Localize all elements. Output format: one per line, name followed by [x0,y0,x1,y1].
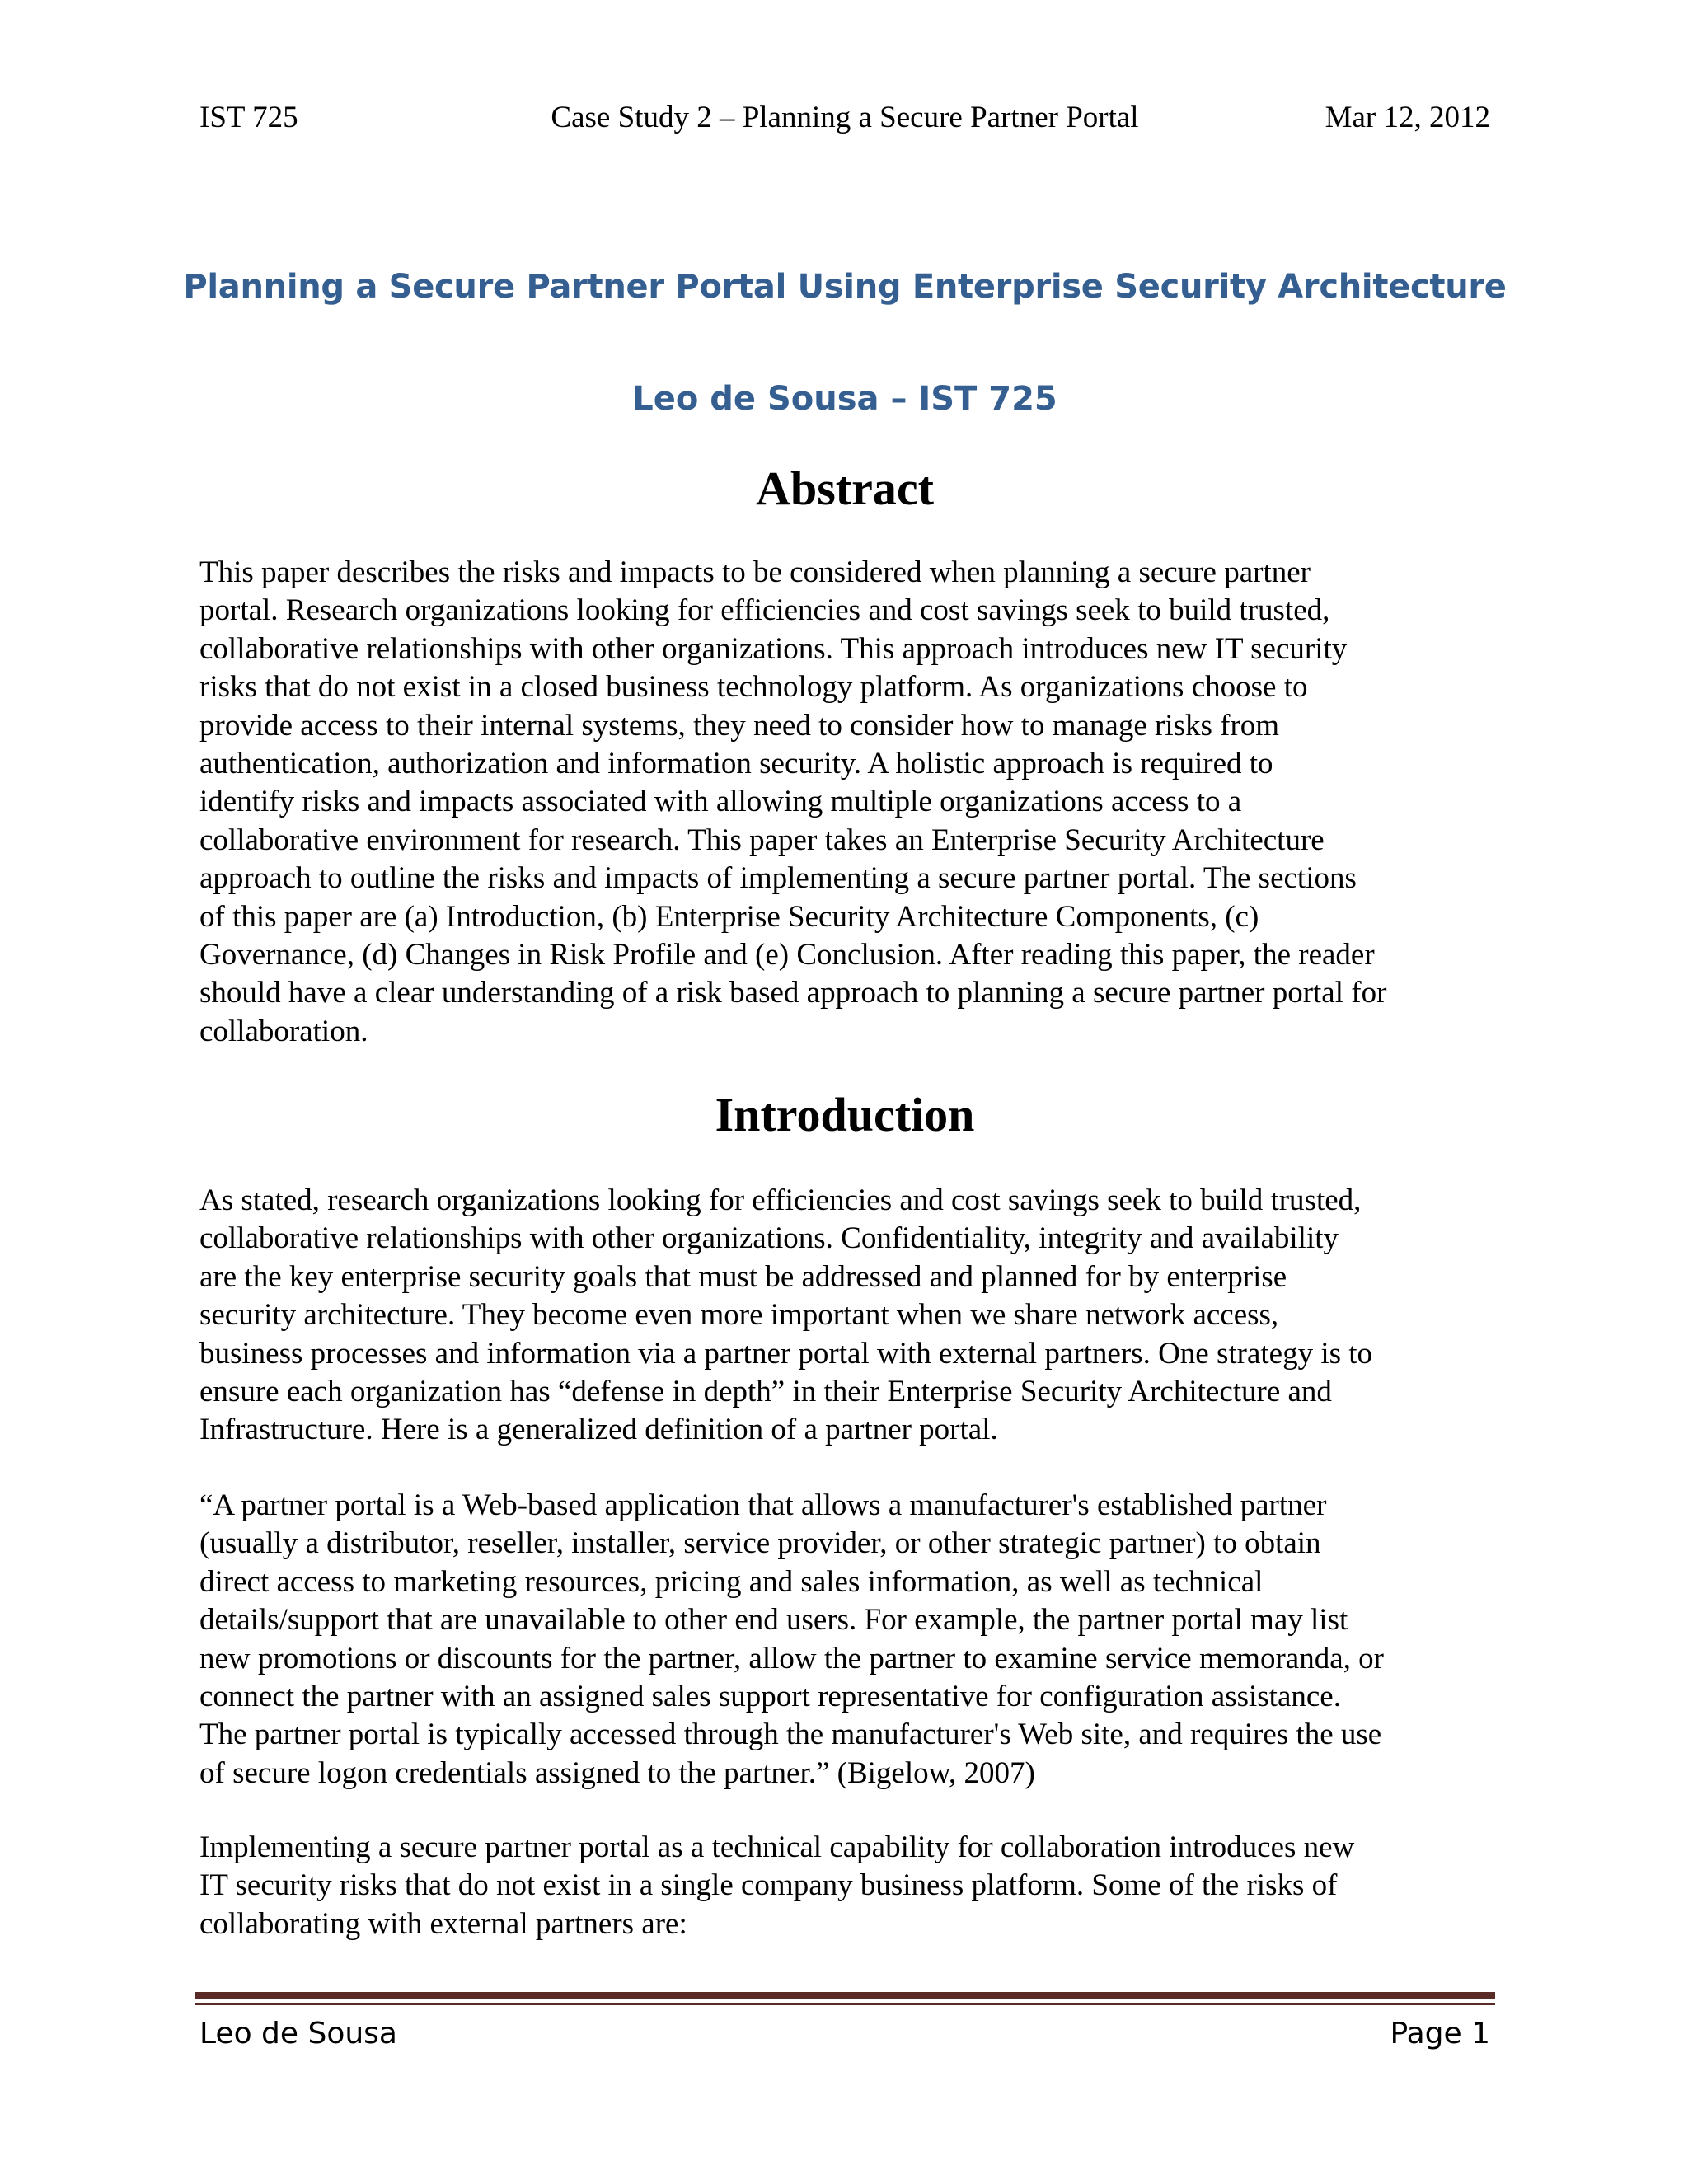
footer-rule-thin [195,2003,1495,2005]
header-date: Mar 12, 2012 [1325,101,1490,134]
introduction-heading: Introduction [715,1088,975,1141]
header-document-title: Case Study 2 – Planning a Secure Partner Portal [551,101,1139,134]
footer-rule [195,1992,1495,1999]
header-course: IST 725 [199,101,298,134]
abstract-heading: Abstract [756,462,934,515]
document-title: Planning a Secure Partner Portal Using Enterprise Security Architecture [183,268,1507,306]
introduction-paragraph-3: Implementing a secure partner portal as a technical capability for collaboration introduces new IT security risks that do not exist in a single company business platform. Some of the risks of collaborating with external partners are: [199,1830,1355,1941]
introduction-paragraph-1: As stated, research organizations looking for efficiencies and cost savings seek to build trusted, collaborative relationships with other organizations. Confidentiality, integrity and availability are the key enterprise security goals that must be addressed and planned for by enterprise security architecture. They become even more important when we share network access, business processes and information via a partner portal with external partners. One strategy is to ensure each organization has “defense in depth” in their Enterprise Security Architecture and Infrastructure. Here is a generalized definition of a partner portal. [199,1183,1373,1447]
partner-portal-definition-quote: “A partner portal is a Web-based application that allows a manufacturer's established partner (usually a distributor, reseller, installer, service provider, or other strategic partner) to obtain direct access to marketing resources, pricing and sales information, as well as technical details/support that are unavailable to other end users. For example, the partner portal may list new promotions or discounts for the partner, allow the partner to examine service memoranda, or connect the partner with an assigned sales support representative for configuration assistance. The partner portal is typically accessed through the manufacturer's Web site, and requires the use of secure logon credentials assigned to the partner.” (Bigelow, 2007) [199,1488,1384,1790]
author-line: Leo de Sousa – IST 725 [632,380,1057,418]
running-header [199,97,1490,138]
running-footer [199,2009,1490,2059]
abstract-paragraph: This paper describes the risks and impacts to be considered when planning a secure partner portal. Research organizations looking for efficiencies and cost savings seek to build trusted, collaborative relationships with other organizations. This approach introduces new IT security risks that do not exist in a closed business technology platform. As organizations choose to provide access to their internal systems, they need to consider how to manage risks from authentication, authorization and information security. A holistic approach is required to identify risks and impacts associated with allowing multiple organizations access to a collaborative environment for research. This paper takes an Enterprise Security Architecture approach to outline the risks and impacts of implementing a secure partner portal. The sections of this paper are (a) Introduction, (b) Enterprise Security Architecture Components, (c) Governance, (d) Changes in Risk Profile and (e) Conclusion. After reading this paper, the reader should have a clear understanding of a risk based approach to planning a secure partner portal for collaboration. [199,555,1387,1048]
footer-page-number: Page 1 [1390,2017,1490,2050]
footer-author: Leo de Sousa [199,2017,397,2050]
